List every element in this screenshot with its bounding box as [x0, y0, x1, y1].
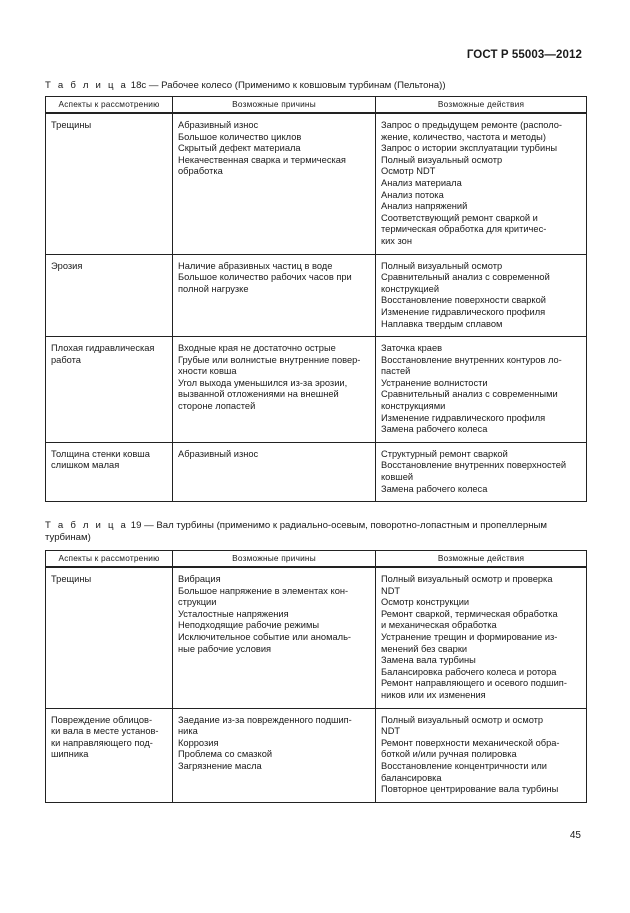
cell-line: хности ковша [178, 366, 237, 377]
cell-line: Ремонт направляющего и осевого подшип- [381, 678, 567, 689]
cell-line: Осмотр NDT [381, 166, 436, 177]
cell-line: Соответствующий ремонт сваркой и [381, 212, 538, 223]
cell-line: Ремонт сваркой, термическая обработка [381, 608, 558, 619]
cell-line: NDT [381, 585, 401, 596]
cell-line: Запрос о предыдущем ремонте (располо- [381, 120, 563, 130]
cell-line: пастей [381, 366, 411, 377]
cell-line: Усталостные напряжения [178, 608, 289, 619]
cell-line: балансировка [381, 772, 442, 783]
cell-line: Вибрация [178, 574, 221, 584]
cell-line: полной нагрузке [178, 283, 249, 294]
table-row [46, 567, 587, 708]
cell-line: работа [51, 354, 81, 365]
cell-line: Изменение гидравлического профиля [381, 412, 546, 423]
table2-header-aspect: Аспекты к рассмотрению [46, 551, 173, 568]
cell-line: Повторное центрирование вала турбины [381, 784, 559, 795]
cell-line: Толщина стенки ковша [51, 448, 150, 459]
cell-line: Анализ потока [381, 189, 444, 200]
table2-caption-text: 19 — Вал турбины (применимо к радиально-осевым, поворотно-лопастным и пропеллерным [130, 520, 548, 531]
cell-line: Сравнительный анализ с современной [381, 272, 550, 283]
cell-line: Полный визуальный осмотр [381, 154, 503, 165]
cell-line: Некачественная сварка и термическая [178, 154, 346, 165]
cell-line: вызванной отложениями на внешней [178, 389, 339, 400]
table2-header-actions: Возможные действия [376, 551, 587, 568]
cell-line: Наплавка твердым сплавом [381, 318, 503, 329]
cell-line: Плохая гидравлическая [51, 343, 155, 354]
standard-header: ГОСТ Р 55003—2012 [466, 49, 582, 61]
cell-line: Замена рабочего колеса [381, 483, 488, 494]
cell-line: NDT [381, 726, 401, 737]
table2-header-causes: Возможные причины [173, 551, 376, 568]
cell-line: Угол выхода уменьшился из-за эрозии, [178, 377, 348, 388]
cell-line: Балансировка рабочего колеса и ротора [381, 666, 557, 677]
cell-line: Большое количество рабочих часов при [178, 272, 352, 283]
cell-line: Полный визуальный осмотр и проверка [381, 574, 553, 584]
cell-line: Устранение трещин и формирование из- [381, 631, 558, 642]
cell-line: Сравнительный анализ с современными [381, 389, 558, 400]
cell-aspect [46, 708, 173, 802]
cell-line: Анализ материала [381, 177, 462, 188]
cell-line: слишком малая [51, 460, 120, 471]
cell-line: Анализ напряжений [381, 201, 468, 212]
cell-causes [173, 254, 376, 337]
cell-line: Восстановление внутренних поверхностей [381, 460, 567, 471]
table1-header-causes: Возможные причины [173, 97, 376, 114]
cell-line: обработка [178, 166, 223, 177]
cell-line: Повреждение облицов- [51, 714, 153, 725]
cell-line: Большое количество циклов [178, 131, 302, 142]
cell-aspect [46, 567, 173, 708]
cell-line: Трещины [51, 574, 92, 584]
table1-header-aspect: Аспекты к рассмотрению [46, 97, 173, 114]
cell-actions [376, 254, 587, 337]
table-row [46, 113, 587, 254]
table-row [46, 708, 587, 802]
cell-actions [376, 708, 587, 802]
cell-line: Загрязнение масла [178, 760, 262, 771]
cell-line: Восстановление поверхности сваркой [381, 295, 546, 306]
cell-line: Восстановление внутренних контуров ло- [381, 354, 562, 365]
cell-line: ковшей [381, 472, 414, 483]
cell-line: ника [178, 726, 198, 737]
table1-header-actions: Возможные действия [376, 97, 587, 114]
cell-line: менений без сварки [381, 643, 468, 654]
table2-caption-text2: турбинам) [45, 532, 91, 543]
cell-causes [173, 337, 376, 443]
cell-causes [173, 567, 376, 708]
cell-actions [376, 567, 587, 708]
cell-line: Полный визуальный осмотр и осмотр [381, 714, 544, 725]
table1 [45, 96, 587, 502]
cell-line: Проблема со смазкой [178, 749, 273, 760]
cell-actions [376, 113, 587, 254]
table-row [46, 337, 587, 443]
cell-line: Восстановление концентричности или [381, 760, 547, 771]
cell-line: жение, количество, частота и методы) [381, 131, 546, 142]
cell-line: конструкцией [381, 283, 440, 294]
table2-caption-label: Т а б л и ц а [45, 520, 129, 531]
table1-caption-label: Т а б л и ц а [45, 80, 129, 91]
cell-line: Входные края не достаточно острые [178, 343, 336, 354]
cell-line: ников или их изменения [381, 689, 486, 700]
cell-aspect [46, 113, 173, 254]
cell-line: Замена рабочего колеса [381, 424, 488, 435]
cell-line: Абразивный износ [178, 448, 259, 459]
cell-line: Устранение волнистости [381, 377, 488, 388]
cell-line: Коррозия [178, 737, 219, 748]
cell-line: Наличие абразивных частиц в воде [178, 260, 333, 271]
cell-line: Структурный ремонт сваркой [381, 448, 508, 459]
cell-aspect [46, 337, 173, 443]
cell-line: ки направляющего под- [51, 737, 153, 748]
cell-line: термическая обработка для критичес- [381, 224, 547, 235]
cell-line: Неподходящие рабочие режимы [178, 620, 320, 631]
cell-line: Исключительное событие или аномаль- [178, 631, 352, 642]
cell-line: Заточка краев [381, 343, 443, 354]
cell-line: Заедание из-за поврежденного подшип- [178, 714, 352, 725]
page-number: 45 [569, 830, 581, 841]
cell-line: Ремонт поверхности механической обра- [381, 737, 560, 748]
cell-actions [376, 337, 587, 443]
cell-line: Трещины [51, 120, 92, 130]
cell-line: Грубые или волнистые внутренние повер- [178, 354, 361, 365]
cell-line: боткой и/или ручная полировка [381, 749, 517, 760]
cell-line: ные рабочие условия [178, 643, 272, 654]
table2 [45, 550, 587, 803]
cell-actions [376, 442, 587, 501]
cell-line: Запрос о истории эксплуатации турбины [381, 143, 558, 154]
cell-line: и механическая обработка [381, 620, 497, 631]
cell-line: Полный визуальный осмотр [381, 260, 503, 271]
cell-line: струкции [178, 597, 217, 608]
table-row [46, 254, 587, 337]
cell-line: Эрозия [51, 260, 83, 271]
table-row [46, 442, 587, 501]
cell-causes [173, 708, 376, 802]
cell-line: стороне лопастей [178, 401, 256, 412]
table1-caption [45, 80, 585, 92]
cell-line: Абразивный износ [178, 120, 259, 130]
cell-line: Большое напряжение в элементах кон- [178, 585, 349, 596]
cell-line: ких зон [381, 235, 412, 246]
cell-line: Скрытый дефект материала [178, 143, 301, 154]
cell-line: Замена вала турбины [381, 655, 476, 666]
cell-line: Осмотр конструкции [381, 597, 470, 608]
cell-line: шипника [51, 749, 89, 760]
cell-line: Изменение гидравлического профиля [381, 306, 546, 317]
cell-causes [173, 113, 376, 254]
cell-aspect [46, 254, 173, 337]
cell-causes [173, 442, 376, 501]
table2-caption [45, 520, 585, 544]
cell-line: ки вала в месте установ- [51, 726, 159, 737]
cell-aspect [46, 442, 173, 501]
table1-caption-text: 18с — Рабочее колесо (Применимо к ковшовым турбинам (Пельтона)) [130, 80, 446, 91]
cell-line: конструкциями [381, 401, 446, 412]
